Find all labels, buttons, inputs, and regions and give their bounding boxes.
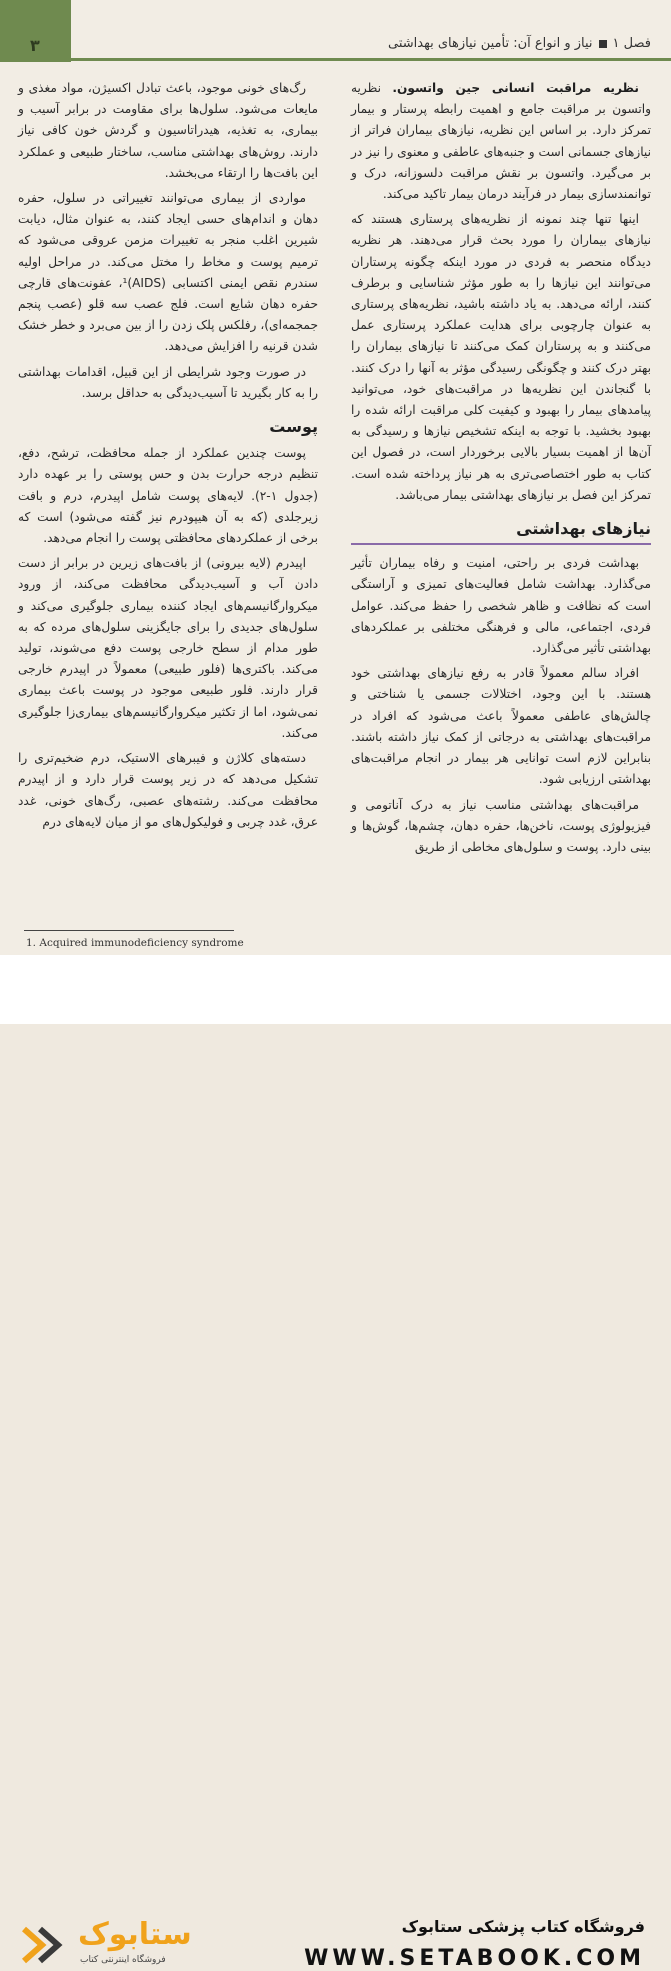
paragraph: دسته‌های کلاژن و فیبرهای الاستیک، درم ضخیم‌تری را تشکیل می‌دهد که در زیر پوست قرار دارد و از اپیدرم محافظت می‌کند. رشته‌های عصبی، رگ‌های خونی، غدد عرق، غدد چربی و فولیکول‌های مو از میان لایه‌های درم xyxy=(18,751,318,829)
paragraph: مواردی از بیماری می‌توانند تغییراتی در سلول، حفره دهان و اندام‌های حسی ایجاد کنند، به عنوان مثال، دیابت شیرین اغلب منجر به تغییرات مزمن عروقی می‌شود که ترمیم پوست و مخاط را مختل می‌کند. در مراحل اولیه سندرم نقص ایمنی اکتسابی (AIDS)¹، عفونت‌های قارچی حفره دهان شایع است. فلج عصب سه قلو (عصب پنجم جمجمه‌ای)، رفلکس پلک زدن را از بین می‌برد و خطر خشک شدن قرنیه را افزایش می‌دهد. xyxy=(18,191,318,354)
chapter-title: نیاز و انواع آن: تأمین نیازهای بهداشتی xyxy=(388,36,593,51)
logo-text: ستابوک xyxy=(78,1917,192,1952)
section-heading-skin: پوست xyxy=(269,417,318,437)
paragraph: بهداشت فردی بر راحتی، امنیت و رفاه بیماران تأثیر می‌گذارد. بهداشت شامل فعالیت‌های تمیزی و آراستگی است که نظافت و ظاهر شخصی را حفظ می‌کند. عوامل فردی، اجتماعی، مالی و فرهنگی مختلفی بر عملکردهای بهداشتی تأثیر می‌گذارد. xyxy=(351,556,651,656)
store-name: فروشگاه کتاب پزشکی ستابوک xyxy=(401,1917,645,1936)
footnote-rule xyxy=(24,930,234,931)
page-header xyxy=(0,0,671,62)
square-bullet-icon xyxy=(599,40,607,48)
running-title xyxy=(388,36,651,51)
paragraph: در صورت وجود شرایطی از این قبیل، اقدامات بهداشتی را به کار بگیرید تا آسیب‌دیدگی به حداقل برسد. xyxy=(18,364,318,400)
book-page xyxy=(0,0,671,955)
paragraph: پوست چندین عملکرد از جمله محافظت، ترشح، دفع، تنظیم درجه حرارت بدن و حس پوستی را بر عهده دارد (جدول ۱-۲). لایه‌های پوست شامل اپیدرم، درم و بافت زیرجلدی (که به آن هیپودرم نیز گفته می‌شود) است که برخی از عملکردهای محافظتی پوست را انجام می‌دهد. xyxy=(18,446,318,546)
paragraph: مراقبت‌های بهداشتی مناسب نیاز به درک آناتومی و فیزیولوژی پوست، ناخن‌ها، حفره دهان، چشم‌ها، گوش‌ها و بینی دارد. پوست و سلول‌های مخاطی از طریق xyxy=(351,797,651,854)
paragraph xyxy=(351,78,651,205)
paragraph: اینها تنها چند نمونه از نظریه‌های پرستاری هستند که نیازهای بیماران را مورد بحث قرار می‌دهند. هر نظریه دیدگاه منحصر به فردی در مورد اینکه چگونه پرستاران می‌توانند این نیازها را به طور مؤثر شناسایی و برطرف کنند، ارائه می‌دهد. به یاد داشته باشید، نظریه‌های پرستاری به عنوان چارچوبی برای هدایت عملکرد پرستاری عمل می‌کنند و به پرستاران کمک می‌کنند تا نیازهای بیماران را بهتر درک کنند و چگونگی رسیدگی مؤثر به آنها را درک کنند. با گنجاندن این نظریه‌ها در مراقبت‌های خود، می‌توانید پیامدهای بیمار را بهبود و کیفیت کلی مراقبت ارائه شده را بهبود بخشید. با توجه به اینکه تشخیص نیازها و رسیدگی به آن‌ها از اهمیت بسیار بالایی برخوردار است، در فصول این کتاب به طور اختصاصی‌تری به هر نیاز پرداخته شده است. تمرکز این فصل بر نیازهای بهداشتی بیمار می‌باشد. xyxy=(351,212,651,502)
store-url-link[interactable]: WWW.SETABOOK.COM xyxy=(304,1946,645,1971)
paragraph: رگ‌های خونی موجود، باعث تبادل اکسیژن، مواد مغذی و مایعات می‌شود. سلول‌ها برای مقاومت در برابر آسیب و بیماری، به تغذیه، هیدراتاسیون و گردش خون کافی نیاز دارند. روش‌های بهداشتی مناسب، ساختار طبیعی و عملکرد این بافت‌ها را ارتقاء می‌بخشد. xyxy=(18,81,318,180)
watson-theory-lead: نظریه مراقبت انسانی جین واتسون. xyxy=(392,81,639,95)
page-number: ۳ xyxy=(30,36,40,55)
paragraph: اپیدرم (لایه بیرونی) از بافت‌های زیرین در برابر از دست دادن آب و آسیب‌دیدگی محافظت می‌کند، از ورود میکروارگانیسم‌های ایجاد کننده بیماری جلوگیری می‌کند و سلول‌های جدیدی را برای جایگزینی سلول‌های مرده که به طور مدام از سطح خارجی پوست دفع می‌شوند، تولید می‌کند. باکتری‌ها (فلور طبیعی) معمولاً در اپیدرم خارجی قرار دارند. فلور طبیعی موجود در پوست باعث بیماری نمی‌شود، اما از تکثیر میکروارگانیسم‌های بیماری‌زا جلوگیری می‌کند. xyxy=(18,556,318,740)
footnote: 1. Acquired immunodeficiency syndrome xyxy=(26,937,244,949)
store-banner xyxy=(0,955,671,1971)
left-column xyxy=(18,78,318,837)
logo-subtitle: فروشگاه اینترنتی کتاب xyxy=(80,1955,166,1965)
chapter-label: فصل ۱ xyxy=(612,36,651,51)
header-rule xyxy=(71,58,671,61)
right-column xyxy=(351,78,651,862)
paragraph: افراد سالم معمولاً قادر به رفع نیازهای بهداشتی خود هستند. با این وجود، اختلالات جسمی یا شناختی و چالش‌های عاطفی معمولاً باعث می‌شود که افراد در مراقبت‌های بهداشتی به درجاتی از کمک نیاز داشته باشند. بنابراین لازم است توانایی هر بیمار در انجام مراقبت‌های بهداشتی ارزیابی شود. xyxy=(351,666,651,787)
section-heading-hygiene-needs: نیازهای بهداشتی xyxy=(351,518,651,545)
paragraph-text: نظریه واتسون بر مراقبت جامع و اهمیت رابطه پرستار و بیمار تمرکز دارد. بر اساس این نظریه، نیازهای بیماران فراتر از نیازهای جسمانی است و جنبه‌های عاطفی و معنوی را نیز در بر می‌گیرد. واتسون بر نقش مراقبت دلسوزانه، درک و توانمندسازی بیمار در فرآیند درمان بیمار تاکید می‌کند. xyxy=(351,81,651,202)
